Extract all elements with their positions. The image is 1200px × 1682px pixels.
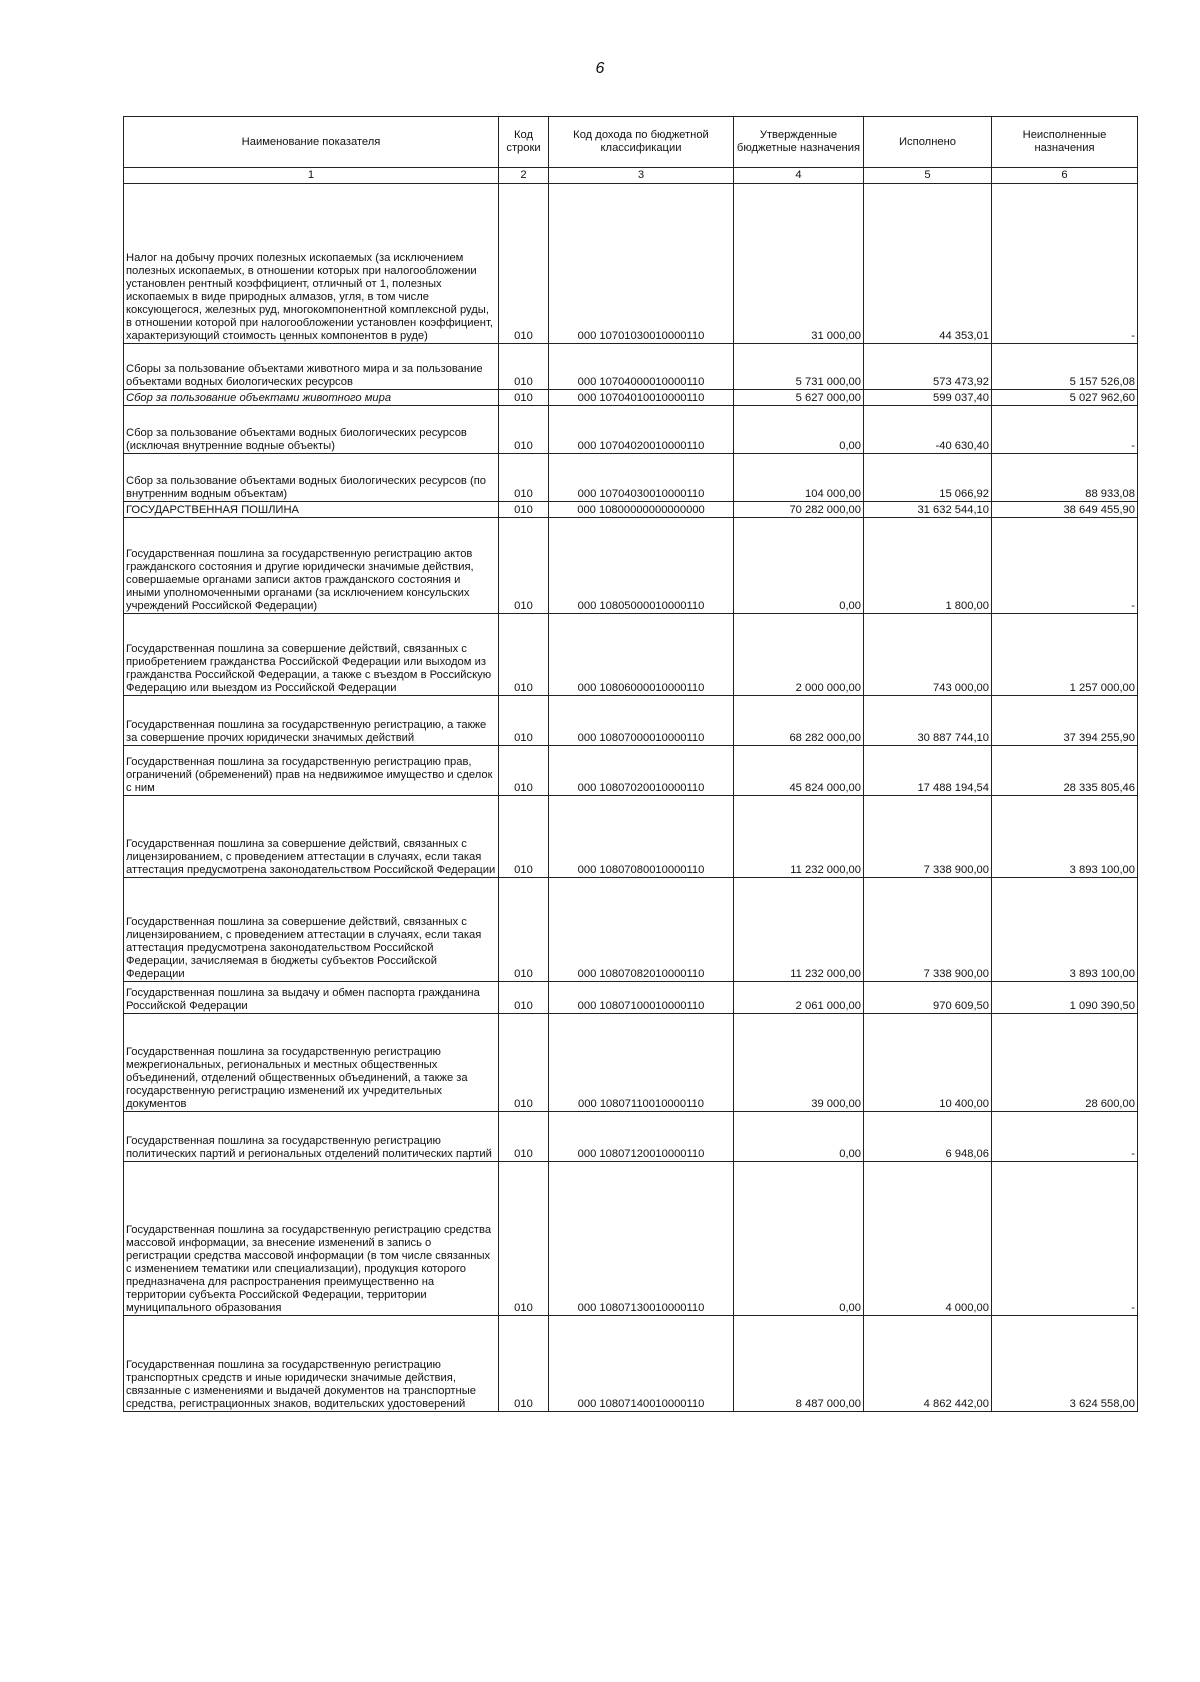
row-unexecuted: - [992,1162,1138,1316]
row-unexecuted: 28 335 805,46 [992,746,1138,796]
table-row [124,502,1138,518]
table-row [124,878,1138,982]
table-row [124,1014,1138,1112]
row-executed: 44 353,01 [864,184,992,344]
row-name: Государственная пошлина за совершение действий, связанных с лицензированием, с проведением аттестации в случаях, если такая аттестация предусмотрена законодательством Российской Федерации, зачисляемая в бюджеты субъектов Российской Федерации [124,878,499,982]
row-code: 000 10807000010000110 [549,696,734,746]
row-unexecuted: - [992,406,1138,454]
table-row [124,696,1138,746]
row-code: 000 10807140010000110 [549,1316,734,1412]
row-name: Государственная пошлина за совершение действий, связанных с лицензированием, с проведением аттестации в случаях, если такая аттестация предусмотрена законодательством Российской Федерации [124,796,499,878]
row-executed: 573 473,92 [864,344,992,390]
row-approved: 5 627 000,00 [734,390,864,406]
row-approved: 0,00 [734,1112,864,1162]
row-approved: 2 000 000,00 [734,614,864,696]
header-name: Наименование показателя [124,117,499,168]
row-unexecuted: 1 257 000,00 [992,614,1138,696]
row-name: Государственная пошлина за выдачу и обмен паспорта гражданина Российской Федерации [124,982,499,1014]
row-name: Сбор за пользование объектами животного мира [124,390,499,406]
row-executed: 743 000,00 [864,614,992,696]
row-unexecuted: - [992,518,1138,614]
row-line: 010 [499,184,549,344]
row-line: 010 [499,796,549,878]
row-line: 010 [499,982,549,1014]
row-code: 000 10800000000000000 [549,502,734,518]
row-code: 000 10807110010000110 [549,1014,734,1112]
row-executed: 970 609,50 [864,982,992,1014]
row-code: 000 10807020010000110 [549,746,734,796]
row-line: 010 [499,1316,549,1412]
row-executed: 10 400,00 [864,1014,992,1112]
row-approved: 0,00 [734,1162,864,1316]
row-executed: -40 630,40 [864,406,992,454]
row-approved: 11 232 000,00 [734,878,864,982]
column-number: 5 [864,168,992,184]
row-approved: 8 487 000,00 [734,1316,864,1412]
row-approved: 11 232 000,00 [734,796,864,878]
row-code: 000 10807100010000110 [549,982,734,1014]
row-executed: 7 338 900,00 [864,796,992,878]
row-line: 010 [499,1162,549,1316]
row-executed: 30 887 744,10 [864,696,992,746]
row-line: 010 [499,696,549,746]
row-line: 010 [499,390,549,406]
row-name: Государственная пошлина за государственную регистрацию межрегиональных, региональных и местных общественных объединений, отделений общественных объединений, а также за государственную регистрацию изменений их учредительных документов [124,1014,499,1112]
row-code: 000 10701030010000110 [549,184,734,344]
table-row [124,184,1138,344]
row-executed: 599 037,40 [864,390,992,406]
row-executed: 4 862 442,00 [864,1316,992,1412]
row-approved: 0,00 [734,518,864,614]
row-unexecuted: 28 600,00 [992,1014,1138,1112]
table-row [124,454,1138,502]
row-code: 000 10805000010000110 [549,518,734,614]
table-row [124,344,1138,390]
row-name: Сбор за пользование объектами водных биологических ресурсов (исключая внутренние водные объекты) [124,406,499,454]
row-executed: 17 488 194,54 [864,746,992,796]
row-unexecuted: 3 624 558,00 [992,1316,1138,1412]
column-number: 1 [124,168,499,184]
row-code: 000 10704030010000110 [549,454,734,502]
row-unexecuted: - [992,1112,1138,1162]
row-approved: 31 000,00 [734,184,864,344]
row-line: 010 [499,454,549,502]
row-name: Государственная пошлина за государственную регистрацию транспортных средств и иные юридически значимые действия, связанные с изменениями и выдачей документов на транспортные средства, регистрационных знаков, водительских удостоверений [124,1316,499,1412]
row-approved: 45 824 000,00 [734,746,864,796]
budget-report-table [123,116,1138,1412]
row-code: 000 10806000010000110 [549,614,734,696]
row-executed: 1 800,00 [864,518,992,614]
row-executed: 15 066,92 [864,454,992,502]
row-executed: 31 632 544,10 [864,502,992,518]
row-approved: 104 000,00 [734,454,864,502]
row-approved: 39 000,00 [734,1014,864,1112]
header-unexecuted: Неисполненные назначения [992,117,1138,168]
row-code: 000 10807120010000110 [549,1112,734,1162]
row-name: Сборы за пользование объектами животного мира и за пользование объектами водных биологических ресурсов [124,344,499,390]
row-unexecuted: 88 933,08 [992,454,1138,502]
row-code: 000 10807082010000110 [549,878,734,982]
row-line: 010 [499,518,549,614]
column-number: 2 [499,168,549,184]
table-row [124,1162,1138,1316]
header-row [124,117,1138,168]
header-line-code: Код строки [499,117,549,168]
header-approved: Утвержденные бюджетные назначения [734,117,864,168]
row-code: 000 10807080010000110 [549,796,734,878]
header-budget-code: Код дохода по бюджетной классификации [549,117,734,168]
row-executed: 6 948,06 [864,1112,992,1162]
row-unexecuted: - [992,184,1138,344]
row-line: 010 [499,406,549,454]
row-executed: 7 338 900,00 [864,878,992,982]
row-line: 010 [499,614,549,696]
header-executed: Исполнено [864,117,992,168]
table-row [124,796,1138,878]
row-name: Государственная пошлина за государственную регистрацию, а также за совершение прочих юридически значимых действий [124,696,499,746]
row-line: 010 [499,746,549,796]
row-code: 000 10807130010000110 [549,1162,734,1316]
row-approved: 68 282 000,00 [734,696,864,746]
row-name: Государственная пошлина за совершение действий, связанных с приобретением гражданства Российской Федерации или выходом из гражданства Российской Федерации, а также с въездом в Российскую Федерацию или выездом из Российской Федерации [124,614,499,696]
row-approved: 5 731 000,00 [734,344,864,390]
row-approved: 0,00 [734,406,864,454]
table-row [124,614,1138,696]
column-number: 3 [549,168,734,184]
row-unexecuted: 1 090 390,50 [992,982,1138,1014]
row-unexecuted: 3 893 100,00 [992,796,1138,878]
row-unexecuted: 38 649 455,90 [992,502,1138,518]
table-row [124,518,1138,614]
row-line: 010 [499,502,549,518]
row-unexecuted: 37 394 255,90 [992,696,1138,746]
row-code: 000 10704010010000110 [549,390,734,406]
column-number: 4 [734,168,864,184]
row-line: 010 [499,344,549,390]
row-approved: 70 282 000,00 [734,502,864,518]
table-row [124,406,1138,454]
row-name: Государственная пошлина за государственную регистрацию средства массовой информации, за внесение изменений в запись о регистрации средства массовой информации (в том числе связанных с изменением тематики или специализации), продукция которого предназначена для распространения преимущественно на территории субъекта Российской Федерации, территории муниципального образования [124,1162,499,1316]
column-number-row [124,168,1138,184]
row-name: ГОСУДАРСТВЕННАЯ ПОШЛИНА [124,502,499,518]
table-row [124,746,1138,796]
row-code: 000 10704020010000110 [549,406,734,454]
row-line: 010 [499,878,549,982]
row-name: Налог на добычу прочих полезных ископаемых (за исключением полезных ископаемых, в отношении которых при налогообложении установлен рентный коэффициент, отличный от 1, полезных ископаемых в виде природных алмазов, угля, в том числе коксующегося, железных руд, многокомпонентной комплексной руды, в отношении которой при налогообложении установлен коэффициент, характеризующий стоимость ценных компонентов в руде) [124,184,499,344]
page-number: 6 [595,60,605,77]
row-code: 000 10704000010000110 [549,344,734,390]
row-unexecuted: 5 157 526,08 [992,344,1138,390]
column-number: 6 [992,168,1138,184]
row-name: Сбор за пользование объектами водных биологических ресурсов (по внутренним водным объектам) [124,454,499,502]
table-row [124,982,1138,1014]
row-executed: 4 000,00 [864,1162,992,1316]
row-line: 010 [499,1112,549,1162]
row-name: Государственная пошлина за государственную регистрацию политических партий и региональных отделений политических партий [124,1112,499,1162]
table-row [124,1112,1138,1162]
row-line: 010 [499,1014,549,1112]
table-row [124,390,1138,406]
row-approved: 2 061 000,00 [734,982,864,1014]
table-row [124,1316,1138,1412]
row-name: Государственная пошлина за государственную регистрацию актов гражданского состояния и другие юридически значимые действия, совершаемые органами записи актов гражданского состояния и иными уполномоченными органами (за исключением консульских учреждений Российской Федерации) [124,518,499,614]
row-unexecuted: 3 893 100,00 [992,878,1138,982]
row-unexecuted: 5 027 962,60 [992,390,1138,406]
row-name: Государственная пошлина за государственную регистрацию прав, ограничений (обременений) прав на недвижимое имущество и сделок с ним [124,746,499,796]
